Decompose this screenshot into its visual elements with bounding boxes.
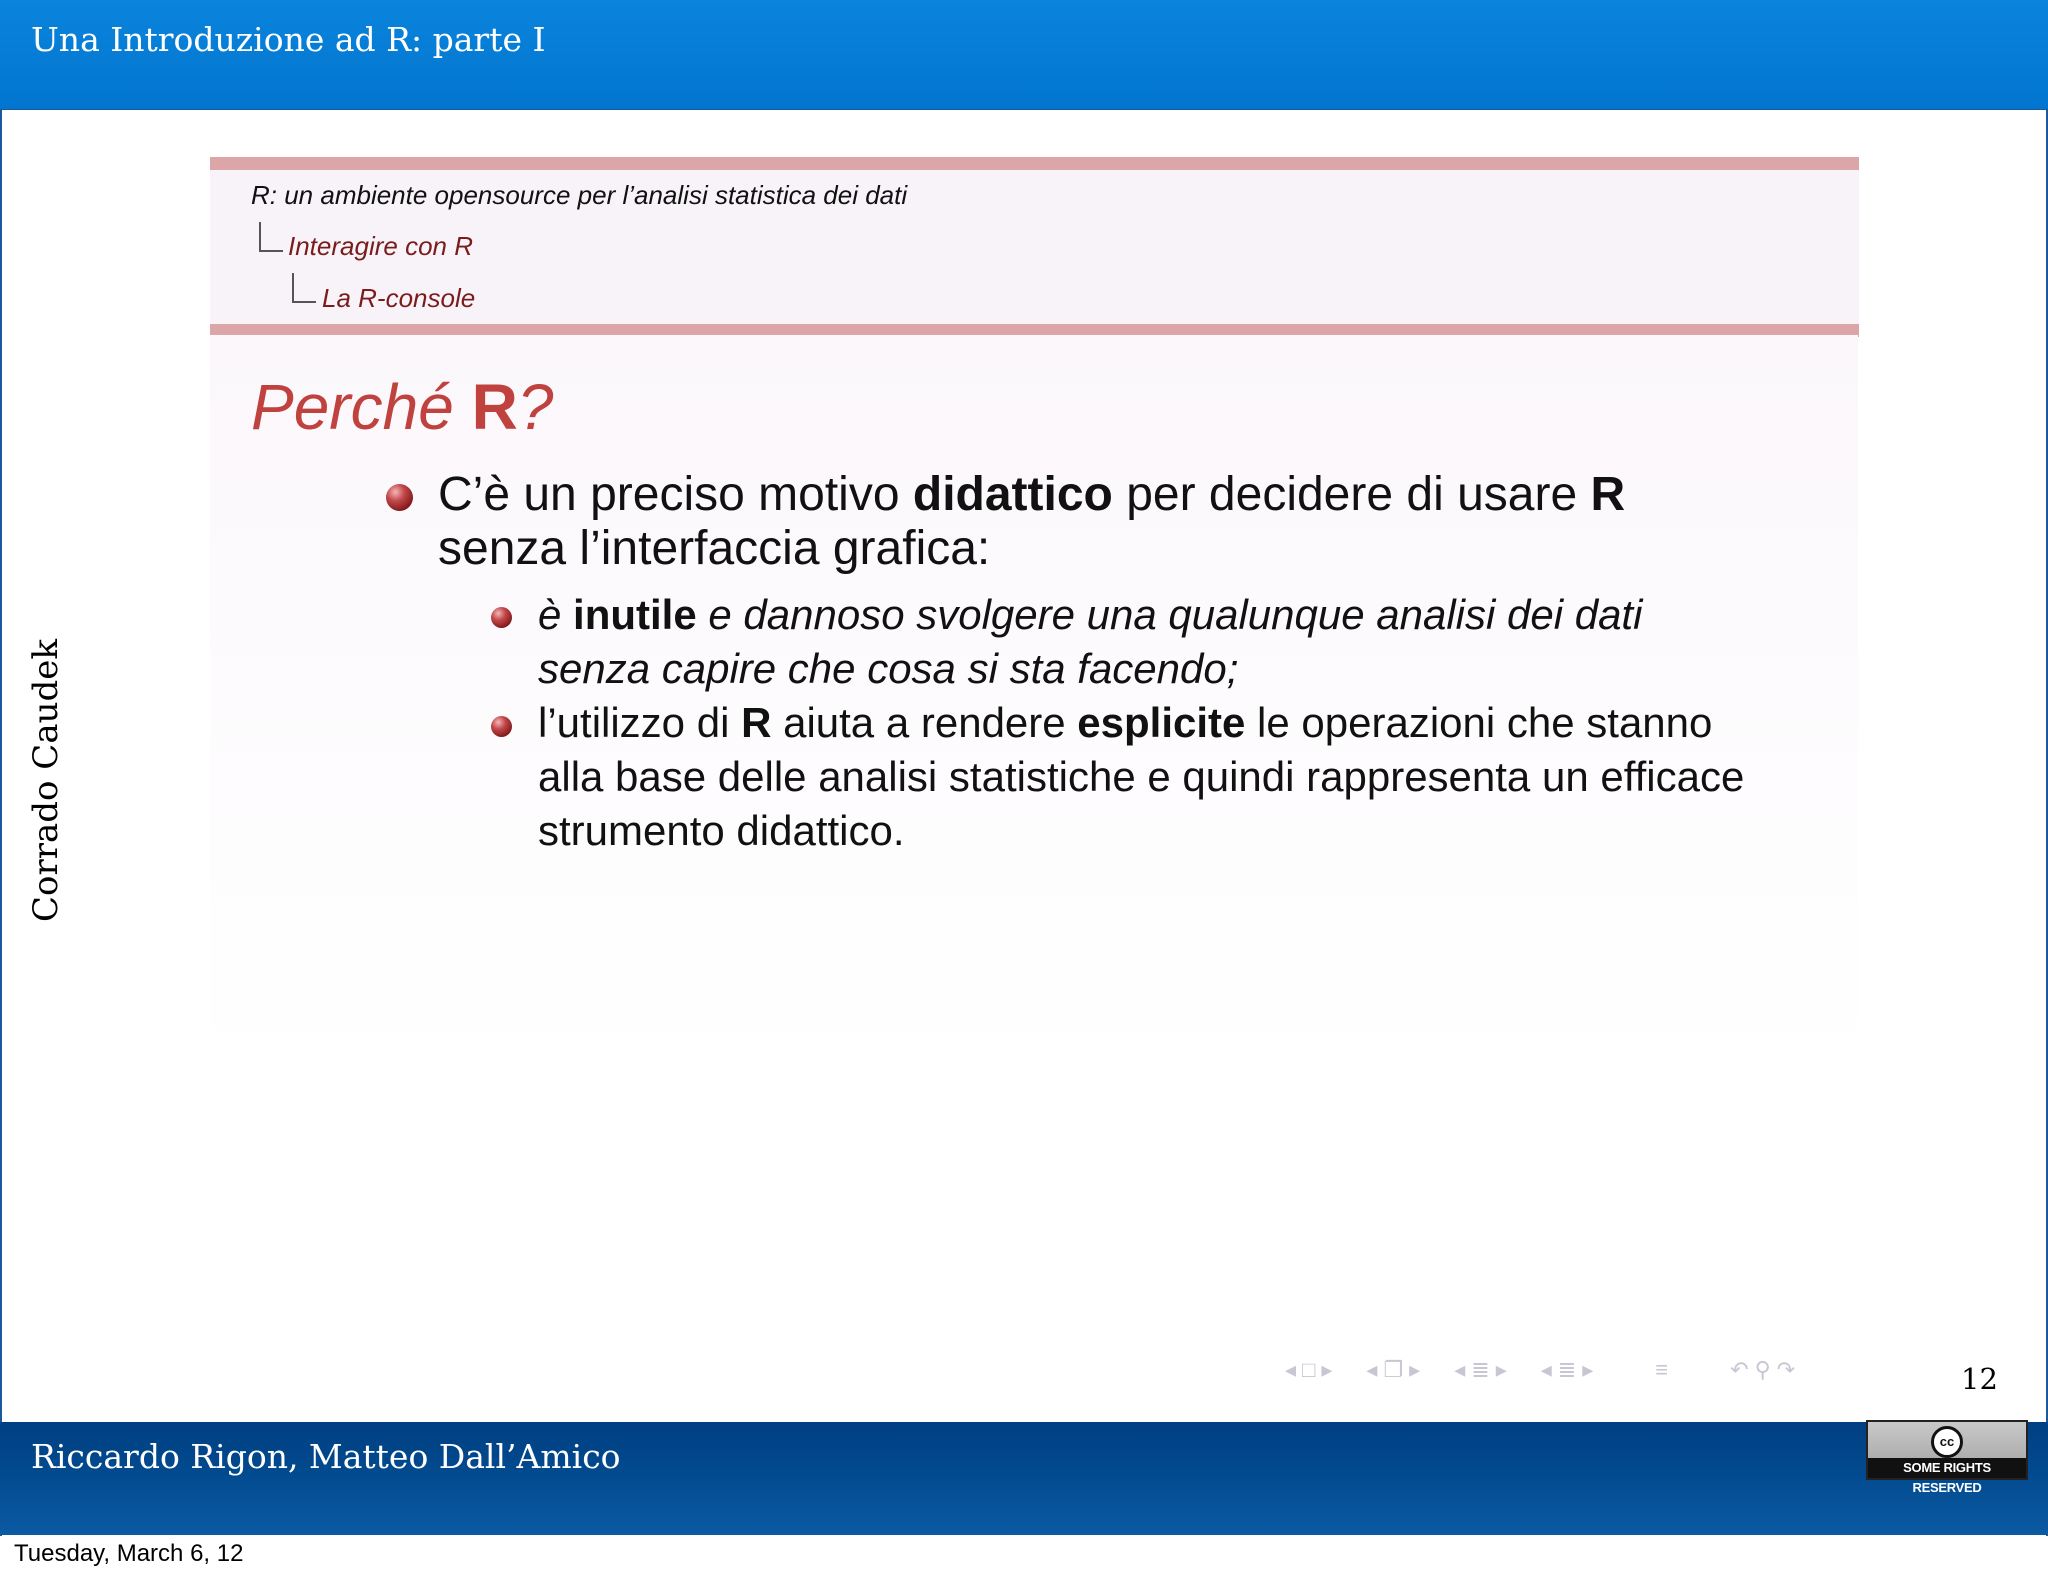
bullet-1-bold-didattico: didattico [912, 468, 1113, 521]
cc-label: SOME RIGHTS RESERVED [1868, 1458, 2026, 1478]
cc-logo-icon: cc [1931, 1426, 1963, 1458]
sub-bullet-2-text: l’utilizzo di [538, 699, 742, 746]
arrow-right-icon[interactable]: ▸ [1582, 1357, 1594, 1382]
toc-icon[interactable]: ≡ [1655, 1357, 1669, 1382]
arrow-left-icon[interactable]: ◂ [1285, 1357, 1297, 1382]
breadcrumb-top-band [210, 157, 1859, 170]
print-date: Tuesday, March 6, 12 [14, 1540, 244, 1567]
tree-connector-icon [259, 222, 283, 252]
arrow-left-icon[interactable]: ◂ [1540, 1357, 1552, 1382]
bullet-1-text: senza l’interfaccia grafica: [438, 522, 991, 575]
presentation-title: Una Introduzione ad R: parte I [31, 20, 546, 59]
section-icon[interactable]: ≣ [1471, 1357, 1490, 1382]
page-number: 12 [1961, 1362, 1998, 1396]
breadcrumb-subsection[interactable]: Interagire con R [288, 231, 473, 261]
bullet-1-text: per decidere di usare [1112, 468, 1591, 521]
footer-authors: Riccardo Rigon, Matteo Dall’Amico [31, 1437, 621, 1476]
sub-bullet-2-bold-esplicite: esplicite [1077, 699, 1246, 746]
doc-icon[interactable]: ≣ [1557, 1357, 1577, 1382]
slide-title-bold: R [471, 371, 518, 443]
header-bar [0, 0, 2048, 110]
arrow-right-icon[interactable]: ▸ [1409, 1357, 1421, 1382]
sub-bullet-1-text: è [538, 591, 574, 638]
sub-bullet-item-1 [538, 588, 1758, 696]
bullet-1-bold-r: R [1590, 468, 1626, 521]
frame-icon[interactable]: □ [1302, 1357, 1316, 1382]
arrow-right-icon[interactable]: ▸ [1495, 1357, 1507, 1382]
sub-bullet-2-text: le operazioni che stanno alla base delle analisi statistiche e quindi rappresenta un efficace strumento didattico. [538, 699, 1745, 854]
breadcrumb-section[interactable]: R: un ambiente opensource per l’analisi statistica dei dati [251, 180, 908, 210]
sub-bullet-ball-icon [491, 716, 512, 737]
bullet-item-1 [438, 468, 1738, 576]
arrow-right-icon[interactable]: ▸ [1321, 1357, 1333, 1382]
arrow-left-icon[interactable]: ◂ [1454, 1357, 1466, 1382]
slide-title [251, 370, 553, 444]
breadcrumb-subsubsection[interactable]: La R-console [322, 283, 476, 313]
bullet-ball-icon [386, 484, 413, 511]
beamer-navigation [1285, 1355, 1795, 1385]
sub-bullet-item-2 [538, 696, 1758, 858]
sub-bullet-1-text: e dannoso svolgere una qualunque analisi dei dati senza capire che cosa si sta facendo; [538, 591, 1643, 692]
sidebar-author: Corrado Caudek [26, 639, 66, 922]
window-left-border [0, 0, 2, 1536]
sub-bullet-ball-icon [491, 607, 512, 628]
subsection-icon[interactable]: ❐ [1383, 1357, 1404, 1382]
tree-connector-icon [292, 273, 316, 303]
sub-bullet-1-bold: inutile [573, 591, 697, 638]
slide-title-text: Perché [251, 371, 454, 443]
back-icon[interactable]: ↶ [1730, 1357, 1749, 1382]
forward-icon[interactable]: ↷ [1776, 1357, 1796, 1382]
search-icon[interactable]: ⚲ [1754, 1357, 1771, 1382]
slide-title-mark: ? [517, 371, 554, 443]
sub-bullet-2-bold-r: R [741, 699, 772, 746]
creative-commons-badge[interactable] [1866, 1420, 2028, 1495]
bullet-1-text: C’è un preciso motivo [438, 468, 913, 521]
arrow-left-icon[interactable]: ◂ [1366, 1357, 1378, 1382]
sub-bullet-2-text: aiuta a rendere [771, 699, 1078, 746]
